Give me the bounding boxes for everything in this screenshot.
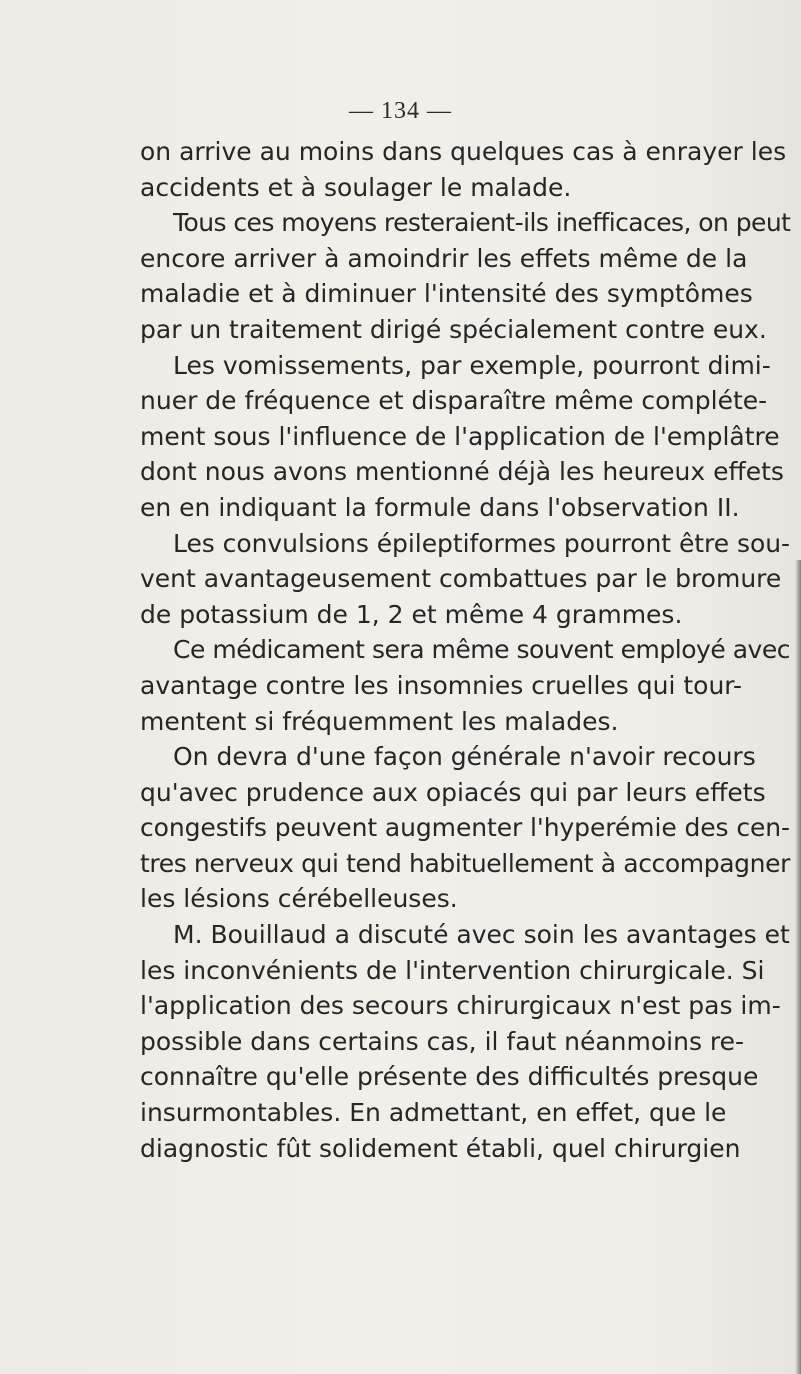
page-edge-shadow [795,560,801,1374]
text-line: Les vomissements, par exemple, pourront dimi- [173,350,771,380]
text-line: encore arriver à amoindrir les effets même de la [140,243,748,273]
text-line: ment sous l'influence de l'application de l'emplâtre [140,421,780,451]
text-line: les lésions cérébelleuses. [140,884,458,914]
text-line: possible dans certains cas, il faut néanmoins re- [140,1026,745,1056]
text-line: congestifs peuvent augmenter l'hyperémie des cen- [140,813,790,843]
text-line: On devra d'une façon générale n'avoir recours [173,742,756,772]
text-line: maladie et à diminuer l'intensité des symptômes [140,279,753,309]
text-line: Les convulsions épileptiformes pourront être sou- [173,528,790,558]
text-line: Tous ces moyens resteraient-ils inefficaces, on peut [173,208,791,238]
text-line: diagnostic fût solidement établi, quel chirurgien [140,1133,741,1163]
text-line: qu'avec prudence aux opiacés qui par leurs effets [140,777,766,807]
text-line: nuer de fréquence et disparaître même compléte- [140,386,768,416]
text-line: on arrive au moins dans quelques cas à enrayer les [140,137,787,166]
page-number: — 134 — [349,98,452,124]
text-line: de potassium de 1, 2 et même 4 grammes. [140,599,683,629]
text-line: accidents et à soulager le malade. [140,172,572,202]
text-line: l'application des secours chirurgicaux n'est pas im- [140,991,781,1021]
text-line: par un traitement dirigé spécialement contre eux. [140,314,767,344]
text-line: mentent si fréquemment les malades. [140,706,619,736]
text-line: M. Bouillaud a discuté avec soin les avantages et [173,920,790,950]
text-line: vent avantageusement combattues par le bromure [140,564,782,594]
text-line: avantage contre les insomnies cruelles qui tour- [140,670,742,700]
text-line: dont nous avons mentionné déjà les heureux effets [140,457,784,487]
text-line: en en indiquant la formule dans l'observation II. [140,492,740,522]
text-line: connaître qu'elle présente des difficultés presque [140,1062,759,1092]
body-text [140,134,790,1166]
text-line: insurmontables. En admettant, en effet, que le [140,1098,727,1128]
text-line: les inconvénients de l'intervention chirurgicale. Si [140,955,765,985]
text-line: Ce médicament sera même souvent employé avec [173,635,790,665]
text-line: tres nerveux qui tend habituellement à accompagner [140,848,790,878]
